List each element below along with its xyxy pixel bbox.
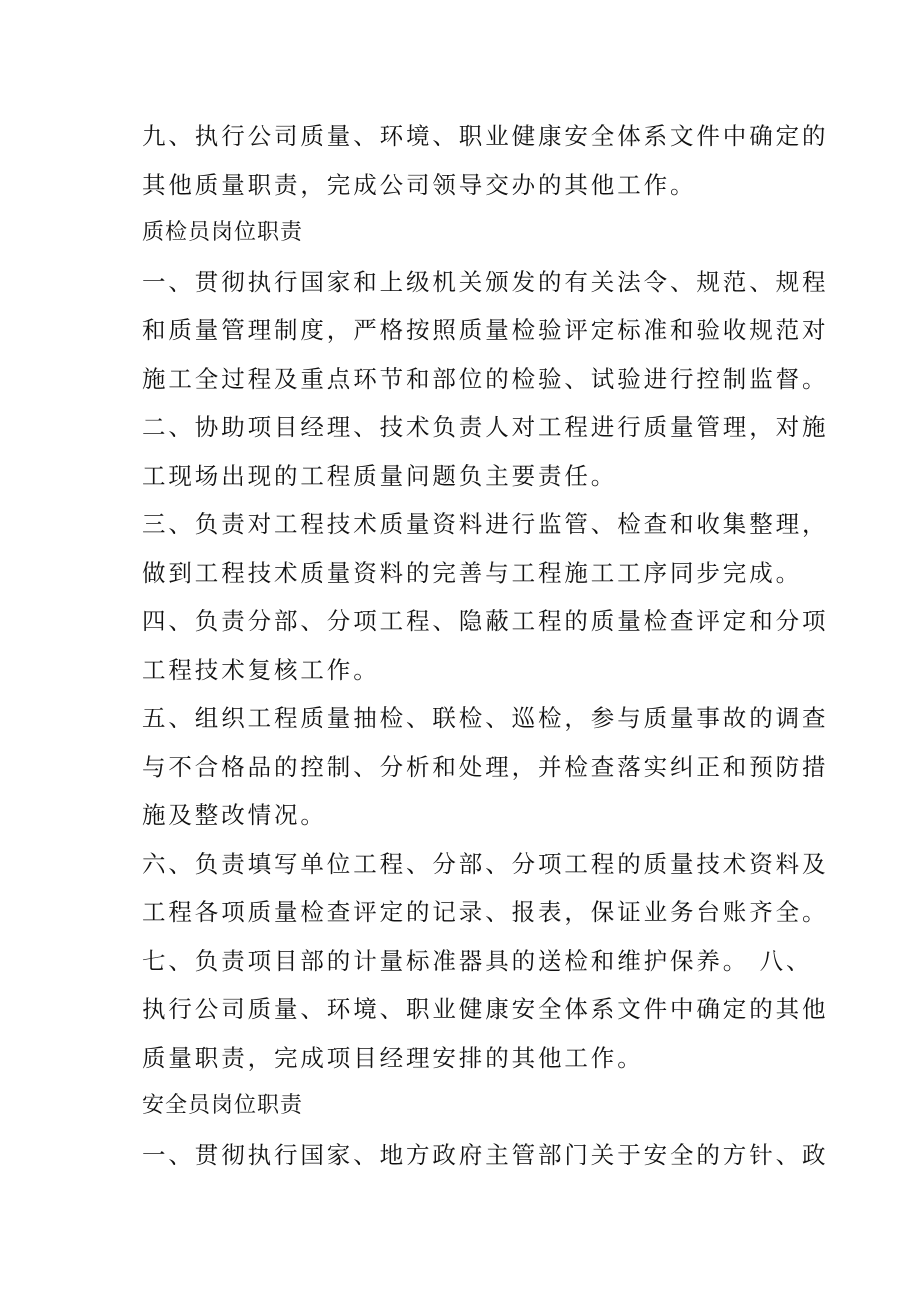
text-line: 二、协助项目经理、技术负责人对工程进行质量管理，对施 bbox=[142, 413, 829, 441]
text-line: 三、负责对工程技术质量资料进行监管、检查和收集整理， bbox=[142, 510, 829, 538]
text-line: 做到工程技术质量资料的完善与工程施工工序同步完成。 bbox=[142, 558, 802, 587]
text-line: 工程各项质量检查评定的记录、报表，保证业务台账齐全。 bbox=[142, 898, 829, 926]
section-heading: 质检员岗位职责 bbox=[142, 220, 304, 245]
text-line: 一、贯彻执行国家、地方政府主管部门关于安全的方针、政 bbox=[142, 1140, 829, 1169]
section-heading: 安全员岗位职责 bbox=[142, 1093, 304, 1118]
text-line: 质量职责，完成项目经理安排的其他工作。 bbox=[142, 1043, 644, 1072]
text-line: 七、负责项目部的计量标准器具的送检和维护保养。 八、 bbox=[142, 946, 813, 975]
text-line: 九、执行公司质量、环境、职业健康安全体系文件中确定的 bbox=[142, 122, 829, 150]
document-body bbox=[142, 112, 829, 1179]
text-line: 和质量管理制度，严格按照质量检验评定标准和验收规范对 bbox=[142, 316, 829, 344]
text-line: 六、负责填写单位工程、分部、分项工程的质量技术资料及 bbox=[142, 849, 829, 878]
text-line: 执行公司质量、环境、职业健康安全体系文件中确定的其他 bbox=[142, 995, 829, 1023]
text-line: 其他质量职责，完成公司领导交办的其他工作。 bbox=[142, 170, 697, 199]
text-line: 施工全过程及重点环节和部位的检验、试验进行控制监督。 bbox=[142, 364, 829, 393]
text-line: 四、负责分部、分项工程、隐蔽工程的质量检查评定和分项 bbox=[142, 607, 829, 635]
text-line: 施及整改情况。 bbox=[142, 801, 327, 829]
text-line: 与不合格品的控制、分析和处理，并检查落实纠正和预防措 bbox=[142, 752, 829, 781]
text-line: 五、组织工程质量抽检、联检、巡检，参与质量事故的调查 bbox=[142, 704, 829, 732]
text-line: 工现场出现的工程质量问题负主要责任。 bbox=[142, 461, 618, 490]
text-line: 一、贯彻执行国家和上级机关颁发的有关法令、规范、规程 bbox=[142, 267, 829, 296]
text-line: 工程技术复核工作。 bbox=[142, 655, 380, 684]
